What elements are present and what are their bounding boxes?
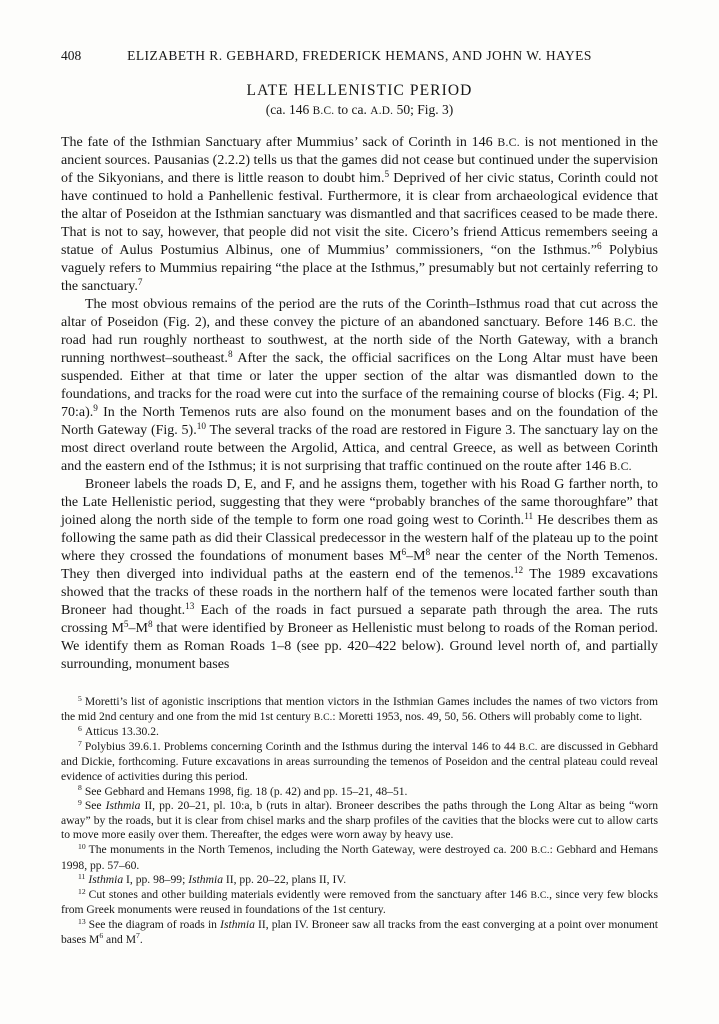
footnote-number: 11 (78, 871, 86, 881)
footnote (61, 695, 658, 725)
footnote-text: Cut stones and other building materials evidently were removed from the sanctuary after 146 B.C., since very few blocks from Greek monuments were reused in foundations of the 1st century. (61, 887, 658, 917)
footnote-text: Isthmia I, pp. 98–99; Isthmia II, pp. 20–22, plans II, IV. (88, 873, 347, 887)
section-title: LATE HELLENISTIC PERIOD (246, 82, 473, 99)
footnote (61, 785, 658, 800)
running-head-title: ELIZABETH R. GEBHARD, FREDERICK HEMANS, AND JOHN W. HAYES (127, 48, 592, 63)
footnote-number: 7 (78, 738, 82, 748)
footnote (61, 843, 658, 873)
paragraph: The fate of the Isthmian Sanctuary after Mummius’ sack of Corinth in 146 B.C. is not mentioned in the ancient sources. Pausanias (2.2.2) tells us that the games did not cease but continued under the supervision of the Sikyonians, and there is little reason to doubt him.$^5$ Deprived of her civic status, Corinth could not have continued to hold a Panhellenic festival. Furthermore, it is clear from archaeological evidence that the altar of Poseidon at the Isthmian sanctuary was dismantled and that sacrifices ceased to be made there. That is not to say, however, that people did not visit the site. Cicero’s friend Atticus remembers seeing a statue of Aulus Postumius Albinus, one of Mummius’ commissioners, “on the Isthmus.”$^6$ Polybius vaguely refers to Mummius repairing “the place at the Isthmus,” presumably but not certainly referring to the sanctuary.$^7$ (61, 135, 658, 294)
footnote-text: Moretti’s list of agonistic inscriptions that mention victors in the Isthmian Games includes the names of two victors from the mid 2nd century and one from the mid 1st century B.C.: Moretti 1953, nos. 49, 50, 56. Others will probably come to light. (61, 695, 658, 723)
footnote-number: 5 (78, 693, 82, 703)
footnote-number: 8 (78, 783, 82, 793)
footnote-text: Atticus 13.30.2. (84, 725, 159, 739)
footnote (61, 873, 658, 888)
footnote-number: 12 (78, 886, 86, 896)
page-header (61, 48, 658, 68)
paragraph: The most obvious remains of the period are the ruts of the Corinth–Isthmus road that cut across the altar of Poseidon (Fig. 2), and these convey the picture of an abandoned sanctuary. Before 146 B.C. the road had run roughly northeast to southwest, at the north side of the North Gateway, with a branch running northwest–southeast.$^8$ After the sack, the official sacrifices on the Long Altar must have been suspended. Either at that time or later the upper section of the altar was dismantled down to the foundations, and tracks for the road were cut into the surface of the remaining course of blocks (Fig. 4; Pl. 70:a).$^9$ In the North Temenos ruts are also found on the monument bases and on the foundation of the North Gateway (Fig. 5).$^{10}$ The several tracks of the road are restored in Figure 3. The sanctuary lay on the most direct overland route between the Argolid, Attica, and central Greece, as well as between Corinth and the eastern end of the Isthmus; it is not surprising that traffic continued on the route after 146 B.C. (61, 297, 658, 474)
footnote (61, 799, 658, 843)
footnote (61, 888, 658, 918)
footnote-text: See the diagram of roads in Isthmia II, plan IV. Broneer saw all tracks from the east converging at a point over monument bases $M^6$ and $M^7$. (61, 917, 658, 946)
footnote-text: See Isthmia II, pp. 20–21, pl. 10:a, b (ruts in altar). Broneer describes the paths through the Long Altar as being “worn away” by the roads, but it is clear from chisel marks and the sharp profiles of the cavities that the blocks were cut to allow carts to move more easily over them. Thereafter, the edges were worn away by heavy use. (61, 799, 659, 842)
footnote-number: 6 (78, 723, 82, 733)
footnote (61, 740, 658, 785)
footnote-number: 9 (78, 797, 82, 807)
footnote-number: 13 (78, 916, 86, 926)
page-number: 408 (61, 48, 82, 63)
paragraph: Broneer labels the roads D, E, and F, and he assigns them, together with his Road G farther north, to the Late Hellenistic period, suggesting that they were “probably branches of the same thoroughfare” that joined along the north side of the temple to form one road going west to Corinth.$^{11}$ He describes them as following the same path as did their Classical predecessor in the western half of the plateau up to the point where they crossed the foundations of monument bases $M^6-M^8$ near the center of the North Temenos. They then diverged into individual paths at the eastern end of the temenos.$^{12}$ The 1989 excavations showed that the tracks of these roads in the northern half of the temenos were located farther south than Broneer had thought.$^{13}$ Each of the roads in fact pursued a separate path through the area. The ruts crossing $M^5-M^8$ that were identified by Broneer as Hellenistic must belong to roads of the Roman period. We identify them as Roman Roads 1–8 (see pp. 420–422 below). Ground level north of, and partially surrounding, monument bases (61, 477, 658, 672)
article-body (61, 134, 658, 674)
footnote-number: 10 (78, 841, 86, 851)
footnote-text: See Gebhard and Hemans 1998, fig. 18 (p. 42) and pp. 15–21, 48–51. (84, 784, 408, 798)
footnote-text: The monuments in the North Temenos, including the North Gateway, were destroyed ca. 200 B.C.: Gebhard and Hemans 1998, pp. 57–60. (61, 842, 658, 872)
footnote-text: Polybius 39.6.1. Problems concerning Corinth and the Isthmus during the interval 146 to 44 B.C. are discussed in Gebhard and Dickie, forthcoming. Future excavations in areas surrounding the temenos of Poseidon and the central plateau could reveal evidence of activities during this period. (61, 739, 659, 783)
footnotes (61, 695, 658, 947)
section-subtitle: (ca. 146 B.C. to ca. A.D. 50; Fig. 3) (265, 102, 454, 117)
footnote (61, 725, 658, 740)
footnote (61, 918, 658, 947)
